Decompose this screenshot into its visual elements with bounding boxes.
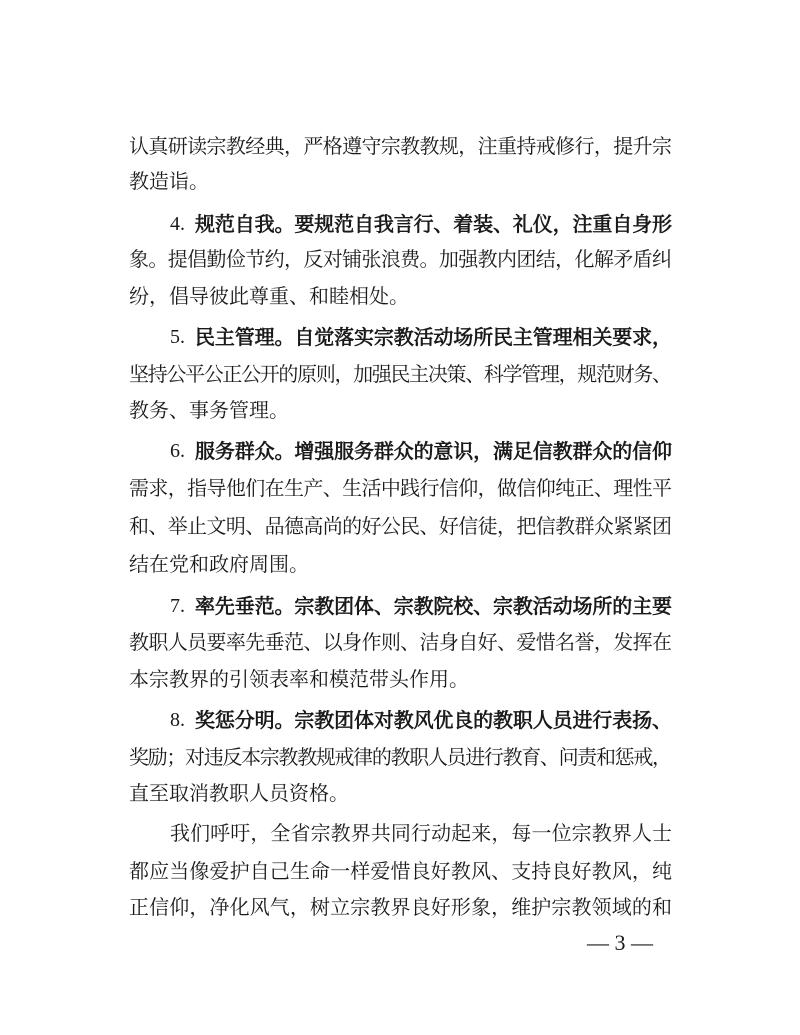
line-text: 象。提倡勤俭节约，反对铺张浪费。加强教内团结，化解矛盾纠: [129, 247, 672, 271]
line-text: 认真研读宗教经典，严格遵守宗教教规，注重持戒修行，提升宗: [129, 134, 672, 158]
line-text: 奖励；对违反本宗教教规戒律的教职人员进行教育、问责和惩戒，: [129, 745, 671, 769]
text-line: [0, 239, 800, 279]
text-line: [0, 813, 800, 853]
text-line: [0, 851, 800, 891]
text-line: [0, 126, 800, 166]
text-line: [0, 622, 800, 662]
text-line: [0, 354, 800, 394]
line-text: 我们呼吁，全省宗教界共同行动起来，每一位宗教界人士: [170, 821, 673, 845]
line-text: 教造诣。: [129, 169, 209, 193]
text-line: [0, 773, 800, 813]
item-5-line: [0, 317, 800, 357]
line-text: 本宗教界的引领表率和模范带头作用。: [129, 667, 469, 691]
line-text: 规范自我。要规范自我言行、着装、礼仪，注重自身形: [195, 212, 672, 236]
line-text: 和、举止文明、品德高尚的好公民、好信徒，把信教群众紧紧团: [129, 514, 672, 538]
text-line: [0, 659, 800, 699]
text-line: [0, 468, 800, 508]
item-number: 7.: [170, 595, 185, 617]
item-7-line: [0, 586, 800, 626]
line-text: 纷，倡导彼此尊重、和睦相处。: [129, 284, 409, 308]
item-number: 4.: [170, 213, 185, 235]
line-text: 教务、事务管理。: [129, 398, 289, 422]
line-text: 教职人员要率先垂范、以身作则、洁身自好、爱惜名誉，发挥在: [129, 630, 672, 654]
line-text: 服务群众。增强服务群众的意识，满足信教群众的信仰: [195, 439, 672, 463]
item-number: 6.: [170, 440, 185, 462]
text-line: [0, 737, 800, 777]
text-line: [0, 390, 800, 430]
item-6-line: [0, 431, 800, 471]
text-line: [0, 506, 800, 546]
item-number: 8.: [170, 709, 185, 731]
line-text: 直至取消教职人员资格。: [129, 781, 349, 805]
text-line: [0, 276, 800, 316]
line-text: 都应当像爱护自己生命一样爱惜良好教风、支持良好教风，纯: [129, 859, 673, 883]
text-line: [0, 161, 800, 201]
item-8-line: [0, 700, 800, 740]
line-text: 需求，指导他们在生产、生活中践行信仰，做信仰纯正、理性平: [129, 476, 672, 500]
line-text: 奖惩分明。宗教团体对教风优良的教职人员进行表扬、: [195, 708, 672, 732]
line-text: 正信仰，净化风气，树立宗教界良好形象，维护宗教领域的和: [129, 895, 673, 919]
item-number: 5.: [170, 326, 185, 348]
line-text: 坚持公平公正公开的原则，加强民主决策、科学管理，规范财务、: [129, 362, 671, 386]
page-number: — 3 —: [587, 930, 653, 955]
text-line: [0, 544, 800, 584]
line-text: 率先垂范。宗教团体、宗教院校、宗教活动场所的主要: [195, 594, 672, 618]
line-text: 民主管理。自觉落实宗教活动场所民主管理相关要求，: [195, 325, 672, 349]
line-text: 结在党和政府周围。: [129, 552, 309, 576]
item-4-line: [0, 204, 800, 244]
text-line: [0, 887, 800, 927]
